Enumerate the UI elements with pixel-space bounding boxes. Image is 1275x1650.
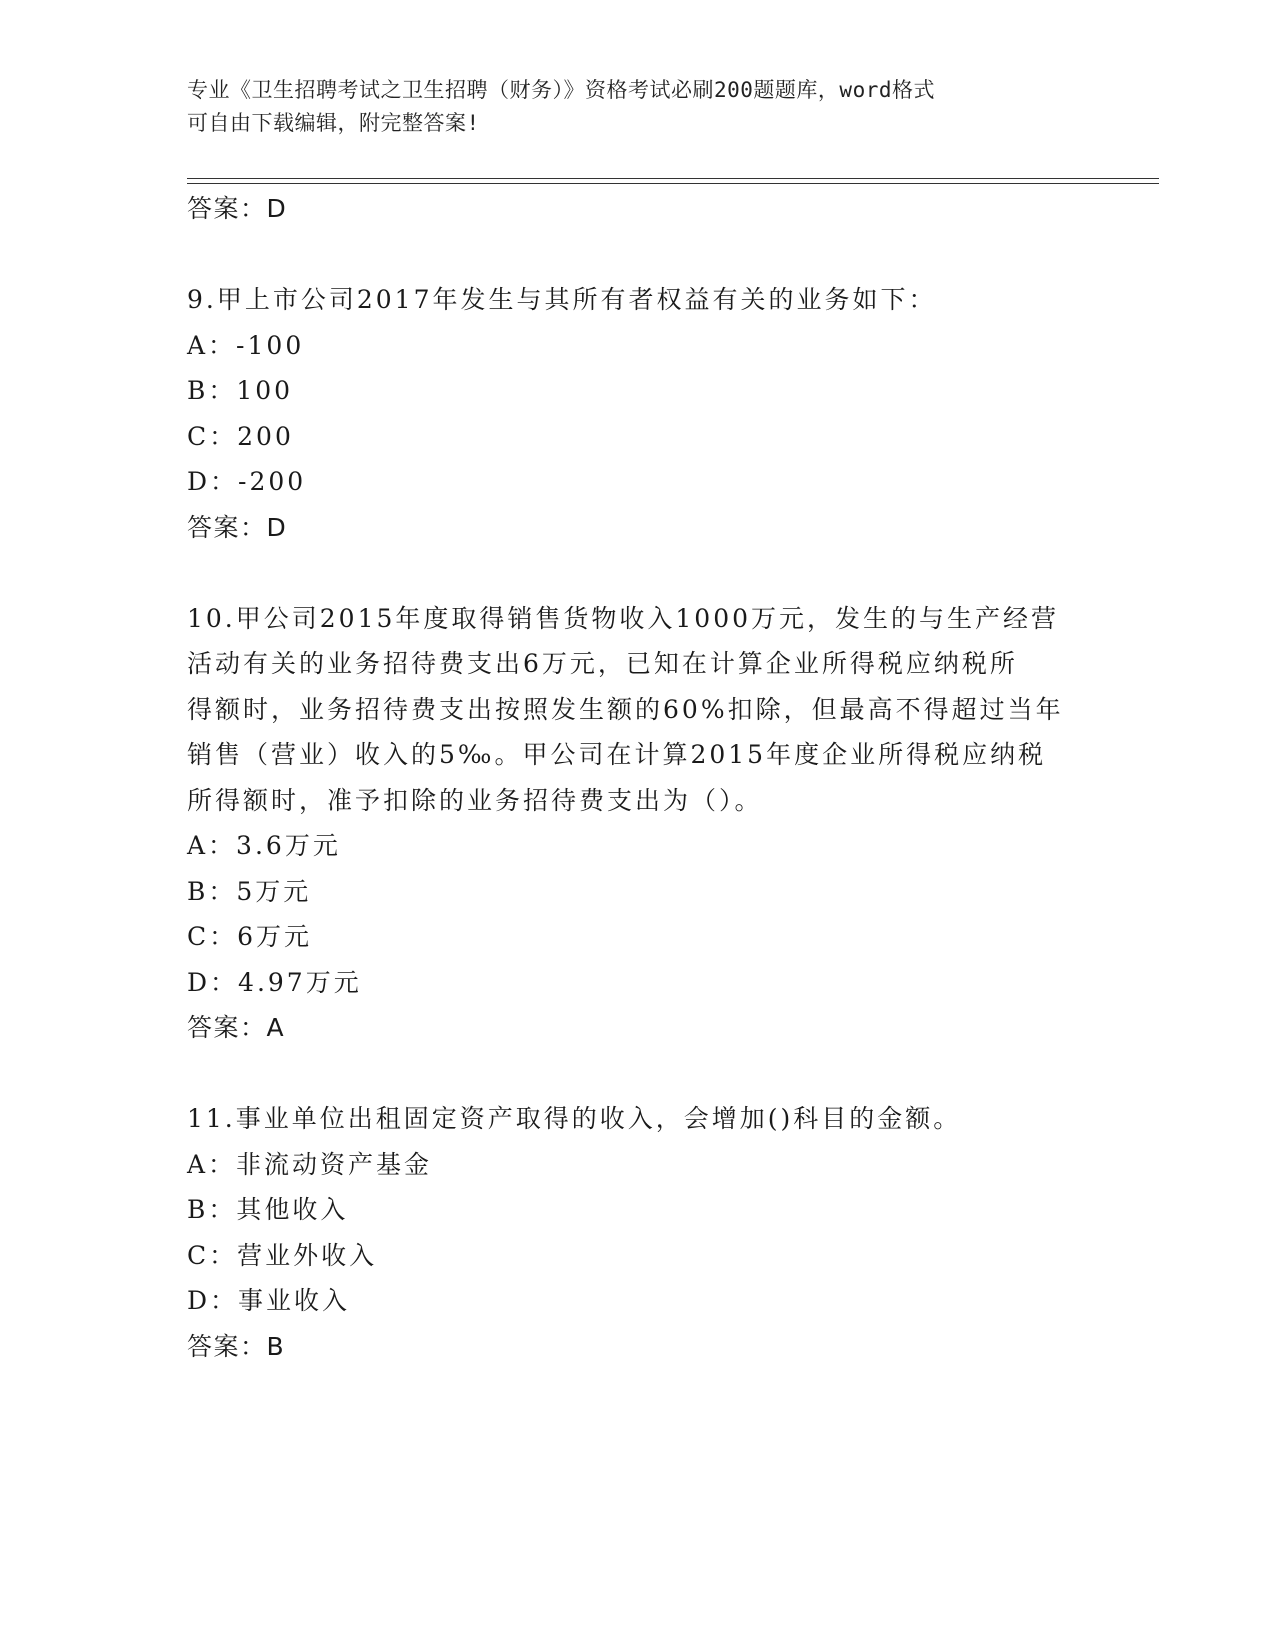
option-d: D：4.97万元 bbox=[187, 967, 362, 997]
option-c: C：6万元 bbox=[187, 922, 313, 951]
question-text-line: 所得额时，准予扣除的业务招待费支出为（）。 bbox=[187, 785, 763, 815]
header-line-1: 专业《卫生招聘考试之卫生招聘（财务）》资格考试必刷200题题库，word格式 bbox=[187, 78, 935, 102]
spacer bbox=[187, 1051, 1087, 1097]
header-rule-top bbox=[187, 178, 1159, 179]
question-11 bbox=[187, 1096, 1087, 1369]
answer-line: 答案：D bbox=[187, 194, 288, 223]
option-c: C：200 bbox=[187, 421, 294, 451]
answer-line: 答案：D bbox=[187, 512, 288, 542]
question-text-line: 销售（营业）收入的5‰。甲公司在计算2015年度企业所得税应纳税 bbox=[187, 740, 1047, 769]
option-c: C：营业外收入 bbox=[187, 1240, 378, 1270]
question-text-line: 得额时，业务招待费支出按照发生额的60%扣除，但最高不得超过当年 bbox=[187, 694, 1064, 724]
option-a: A：3.6万元 bbox=[187, 831, 341, 860]
question-content bbox=[187, 186, 1087, 1369]
answer-line: 答案：A bbox=[187, 1013, 286, 1042]
question-text-line: 10.甲公司2015年度取得销售货物收入1000万元，发生的与生产经营 bbox=[187, 603, 1060, 633]
header-line-2: 可自由下载编辑，附完整答案! bbox=[187, 111, 480, 135]
option-a: A：-100 bbox=[187, 330, 305, 360]
question-text-line: 11.事业单位出租固定资产取得的收入，会增加()科目的金额。 bbox=[187, 1104, 962, 1133]
answer-line: 答案：B bbox=[187, 1331, 286, 1361]
option-b: B：5万元 bbox=[187, 876, 312, 906]
document-header bbox=[187, 74, 1087, 140]
option-b: B：100 bbox=[187, 376, 294, 405]
question-9 bbox=[187, 277, 1087, 550]
spacer bbox=[187, 232, 1087, 278]
question-10 bbox=[187, 596, 1087, 1051]
question-text-line: 9.甲上市公司2017年发生与其所有者权益有关的业务如下： bbox=[187, 285, 937, 314]
option-a: A：非流动资产基金 bbox=[187, 1149, 433, 1179]
option-b: B：其他收入 bbox=[187, 1195, 349, 1224]
question-text-line: 活动有关的业务招待费支出6万元，已知在计算企业所得税应纳税所 bbox=[187, 649, 1018, 678]
option-d: D：-200 bbox=[187, 467, 307, 496]
spacer bbox=[187, 550, 1087, 596]
option-d: D：事业收入 bbox=[187, 1286, 351, 1315]
header-rule-bottom bbox=[187, 183, 1159, 184]
